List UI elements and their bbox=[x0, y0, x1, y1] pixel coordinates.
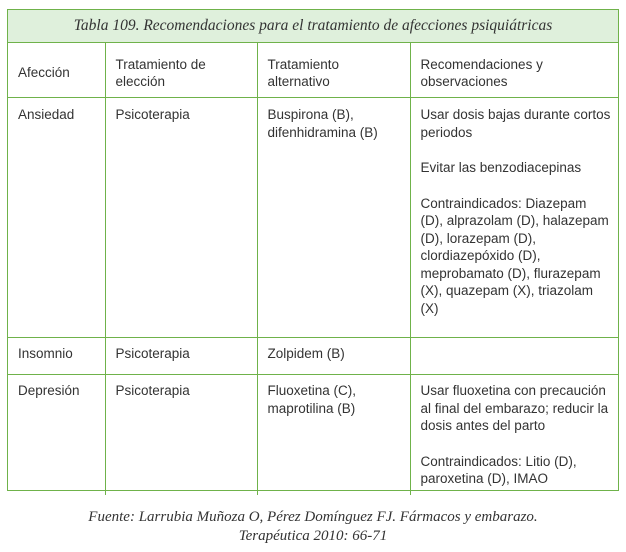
cell-alternative: Buspirona (B), difenhidramina (B) bbox=[257, 98, 410, 338]
recommendations-table bbox=[8, 43, 618, 495]
table-row bbox=[8, 338, 618, 375]
cell-alternative: Zolpidem (B) bbox=[257, 338, 410, 375]
header-affection: Afección bbox=[8, 43, 105, 98]
cell-first-choice: Psicoterapia bbox=[105, 98, 257, 338]
cell-affection: Insomnio bbox=[8, 338, 105, 375]
cell-alternative: Fluoxetina (C), maprotilina (B) bbox=[257, 375, 410, 495]
cell-first-choice: Psicoterapia bbox=[105, 338, 257, 375]
header-recommendations: Recomendaciones y observaciones bbox=[410, 43, 618, 98]
recommendation-text: Contraindicados: Litio (D), paroxetina (D), IMAO bbox=[420, 453, 577, 486]
header-alternative-treatment: Tratamiento alternativo bbox=[257, 43, 410, 98]
cell-recommendations bbox=[410, 375, 618, 495]
table-row bbox=[8, 375, 618, 495]
cell-affection: Ansiedad bbox=[8, 98, 105, 338]
recommendation-text: Usar fluoxetina con precaución al final del embarazo; reducir la dosis antes del parto bbox=[420, 383, 609, 433]
cell-first-choice: Psicoterapia bbox=[105, 375, 257, 495]
cell-affection: Depresión bbox=[8, 375, 105, 495]
source-line: Fuente: Larrubia Muñoza O, Pérez Domínguez FJ. Fármacos y embarazo. bbox=[88, 509, 538, 525]
recommendation-text: Evitar las benzodiacepinas bbox=[420, 160, 582, 175]
table-row bbox=[8, 98, 618, 338]
header-first-choice-treatment: Tratamiento de elección bbox=[105, 43, 257, 98]
cell-recommendations bbox=[410, 338, 618, 375]
recommendations-table-frame bbox=[7, 9, 619, 491]
header-row bbox=[8, 43, 618, 98]
recommendation-text: Usar dosis bajas durante cortos periodos bbox=[420, 107, 611, 140]
source-line: Terapéutica 2010: 66-71 bbox=[238, 528, 388, 544]
recommendation-text: Contraindicados: Diazepam (D), alprazolam (D), halazepam (D), lorazepam (D), clordiazepóxido (D), meprobamato (D), flurazepam (X), quazepam (X), triazolam (X) bbox=[420, 195, 609, 316]
cell-recommendations bbox=[410, 98, 618, 338]
source-citation bbox=[0, 508, 626, 546]
table-caption: Tabla 109. Recomendaciones para el tratamiento de afecciones psiquiátricas bbox=[8, 10, 618, 43]
